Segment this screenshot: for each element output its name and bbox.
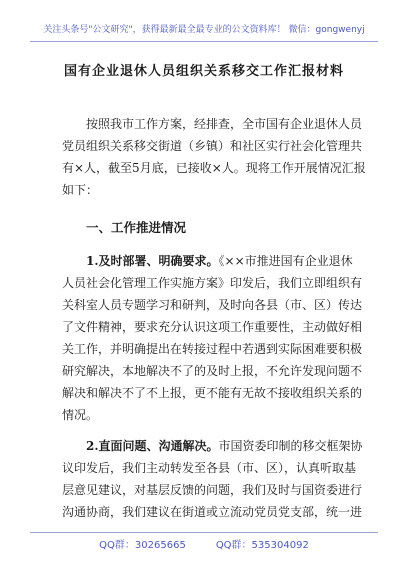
item-1-line: 人员社会化管理工作实施方案》印发后，我们立即组织有	[62, 276, 363, 290]
item-1-line: 了文件精神，要求充分认识这项工作重要性，主动做好相	[62, 320, 363, 334]
item-1-lead: 1.及时部署、明确要求。	[86, 254, 219, 268]
item-1-line: 解决和解决不了不上报，更不能有无故不接收组织关系的	[62, 386, 363, 400]
item-2-line: 议印发后，我们主动转发至各县（市、区），认真听取基	[62, 461, 357, 475]
item-2-first-line-rest: 市国资委印制的移交框架协	[218, 439, 363, 453]
intro-line: 党员组织关系移交街道（乡镇）和社区实行社会化管理共	[62, 139, 363, 153]
intro-line: 按照我市工作方案，经排查，全市国有企业退休人员	[86, 117, 363, 131]
section-heading: 一、工作推进情况	[86, 220, 187, 235]
header-banner: 关注头条号"公文研究"，获得最新最全最专业的公文资料库！ 微信：gongwenyj	[43, 25, 365, 35]
item-2-lead: 2.直面问题、沟通解决。	[86, 439, 219, 453]
item-1-line: 研究解决，本地解决不了的及时上报，不允许发现问题不	[62, 364, 363, 378]
item-1-first-line-rest: 《××市推进国有企业退休	[218, 254, 353, 268]
item-2-line: 沟通协商，我们建议在街道或立流动党员党支部，统一进	[62, 505, 363, 519]
item-2-paragraph	[62, 435, 363, 523]
item-1-line: 关科室人员专题学习和研判，及时向各县（市、区）传达	[62, 298, 363, 312]
footer-divider	[30, 532, 378, 533]
item-1-line: 情况。	[62, 408, 99, 422]
intro-paragraph	[62, 113, 366, 201]
item-1-paragraph	[62, 250, 363, 426]
header-divider	[30, 41, 378, 42]
intro-line: 如下：	[62, 183, 99, 197]
item-2-line: 层意见建议，对基层反馈的问题，我们及时与国资委进行	[62, 483, 363, 497]
item-1-first-line	[62, 250, 353, 272]
document-title: 国有企业退休人员组织关系移交工作汇报材料	[63, 64, 344, 79]
footer-qq-group-2: QQ群：535304092	[215, 540, 309, 551]
footer-qq-group-1: QQ群：30265665	[99, 540, 186, 551]
item-1-line: 关工作，并明确提出在转接过程中若遇到实际困难要积极	[62, 342, 363, 356]
item-2-first-line	[62, 435, 363, 457]
intro-line: 有×人，截至5月底，已接收×人。现将工作开展情况汇报	[62, 161, 366, 175]
footer	[0, 536, 408, 551]
